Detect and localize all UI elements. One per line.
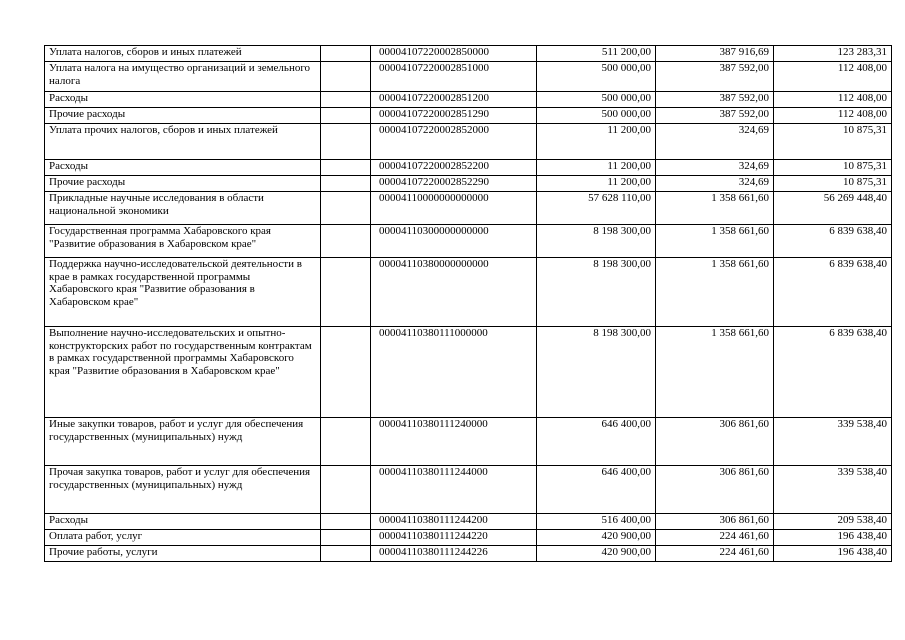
row-exec: 306 861,60 <box>656 466 774 514</box>
row-name: Прочие работы, услуги <box>45 546 321 562</box>
row-rest: 196 438,40 <box>774 546 892 562</box>
table-body <box>45 46 892 562</box>
row-rest: 112 408,00 <box>774 92 892 108</box>
table-row <box>45 327 892 418</box>
row-rest: 10 875,31 <box>774 124 892 160</box>
row-plan: 420 900,00 <box>537 530 656 546</box>
empty-cell <box>321 124 371 160</box>
row-exec: 306 861,60 <box>656 418 774 466</box>
row-code: 00004110380111244220 <box>371 530 537 546</box>
row-plan: 11 200,00 <box>537 124 656 160</box>
row-plan: 500 000,00 <box>537 108 656 124</box>
empty-cell <box>321 530 371 546</box>
row-name: Поддержка научно-исследовательской деятельности в крае в рамках государственной программы Хабаровского края "Развитие образования в Хабаровском крае" <box>45 258 321 327</box>
row-rest: 112 408,00 <box>774 108 892 124</box>
row-code: 00004110380111240000 <box>371 418 537 466</box>
row-plan: 8 198 300,00 <box>537 327 656 418</box>
row-code: 00004110380111244200 <box>371 514 537 530</box>
row-exec: 324,69 <box>656 160 774 176</box>
row-name: Уплата налога на имущество организаций и земельного налога <box>45 62 321 92</box>
row-name: Расходы <box>45 92 321 108</box>
row-plan: 57 628 110,00 <box>537 192 656 225</box>
row-code: 00004110300000000000 <box>371 225 537 258</box>
budget-execution-table <box>44 45 892 562</box>
table-row <box>45 546 892 562</box>
row-exec: 387 916,69 <box>656 46 774 62</box>
row-name: Прочая закупка товаров, работ и услуг для обеспечения государственных (муниципальных) нужд <box>45 466 321 514</box>
row-rest: 339 538,40 <box>774 466 892 514</box>
table-row <box>45 160 892 176</box>
row-exec: 1 358 661,60 <box>656 225 774 258</box>
row-plan: 8 198 300,00 <box>537 258 656 327</box>
row-code: 00004110380111000000 <box>371 327 537 418</box>
row-name: Прочие расходы <box>45 108 321 124</box>
table-row <box>45 62 892 92</box>
row-name: Расходы <box>45 160 321 176</box>
row-code: 00004107220002851200 <box>371 92 537 108</box>
row-exec: 224 461,60 <box>656 546 774 562</box>
empty-cell <box>321 327 371 418</box>
row-exec: 387 592,00 <box>656 108 774 124</box>
row-plan: 646 400,00 <box>537 418 656 466</box>
row-rest: 209 538,40 <box>774 514 892 530</box>
row-name: Уплата прочих налогов, сборов и иных платежей <box>45 124 321 160</box>
row-plan: 11 200,00 <box>537 160 656 176</box>
row-plan: 516 400,00 <box>537 514 656 530</box>
empty-cell <box>321 258 371 327</box>
row-rest: 6 839 638,40 <box>774 327 892 418</box>
row-rest: 6 839 638,40 <box>774 258 892 327</box>
row-name: Расходы <box>45 514 321 530</box>
empty-cell <box>321 176 371 192</box>
row-exec: 306 861,60 <box>656 514 774 530</box>
row-code: 00004107220002851000 <box>371 62 537 92</box>
row-plan: 646 400,00 <box>537 466 656 514</box>
row-exec: 1 358 661,60 <box>656 192 774 225</box>
row-rest: 56 269 448,40 <box>774 192 892 225</box>
table-row <box>45 258 892 327</box>
row-rest: 10 875,31 <box>774 176 892 192</box>
row-name: Прикладные научные исследования в области национальной экономики <box>45 192 321 225</box>
table-row <box>45 176 892 192</box>
row-rest: 196 438,40 <box>774 530 892 546</box>
row-code: 00004110380111244226 <box>371 546 537 562</box>
row-code: 00004107220002850000 <box>371 46 537 62</box>
row-name: Уплата налогов, сборов и иных платежей <box>45 46 321 62</box>
row-plan: 8 198 300,00 <box>537 225 656 258</box>
empty-cell <box>321 92 371 108</box>
row-plan: 11 200,00 <box>537 176 656 192</box>
row-rest: 10 875,31 <box>774 160 892 176</box>
row-code: 00004110000000000000 <box>371 192 537 225</box>
table-row <box>45 514 892 530</box>
row-exec: 324,69 <box>656 124 774 160</box>
table-row <box>45 192 892 225</box>
table-row <box>45 225 892 258</box>
empty-cell <box>321 514 371 530</box>
empty-cell <box>321 192 371 225</box>
row-code: 00004107220002851290 <box>371 108 537 124</box>
row-exec: 324,69 <box>656 176 774 192</box>
row-exec: 387 592,00 <box>656 92 774 108</box>
row-code: 00004110380000000000 <box>371 258 537 327</box>
row-plan: 500 000,00 <box>537 62 656 92</box>
row-rest: 6 839 638,40 <box>774 225 892 258</box>
empty-cell <box>321 546 371 562</box>
row-plan: 511 200,00 <box>537 46 656 62</box>
row-rest: 123 283,31 <box>774 46 892 62</box>
row-name: Оплата работ, услуг <box>45 530 321 546</box>
row-name: Прочие расходы <box>45 176 321 192</box>
row-rest: 339 538,40 <box>774 418 892 466</box>
row-name: Выполнение научно-исследовательских и опытно-конструкторских работ по государственным контрактам в рамках государственной программы Хабаровского края "Развитие образования в Хабаровском крае" <box>45 327 321 418</box>
empty-cell <box>321 466 371 514</box>
table-row <box>45 108 892 124</box>
row-exec: 224 461,60 <box>656 530 774 546</box>
row-exec: 387 592,00 <box>656 62 774 92</box>
row-code: 00004107220002852200 <box>371 160 537 176</box>
row-plan: 420 900,00 <box>537 546 656 562</box>
empty-cell <box>321 108 371 124</box>
empty-cell <box>321 225 371 258</box>
table-row <box>45 46 892 62</box>
row-exec: 1 358 661,60 <box>656 327 774 418</box>
row-code: 00004107220002852290 <box>371 176 537 192</box>
row-code: 00004110380111244000 <box>371 466 537 514</box>
empty-cell <box>321 46 371 62</box>
empty-cell <box>321 418 371 466</box>
table-row <box>45 92 892 108</box>
table-row <box>45 466 892 514</box>
row-plan: 500 000,00 <box>537 92 656 108</box>
empty-cell <box>321 62 371 92</box>
row-exec: 1 358 661,60 <box>656 258 774 327</box>
table-row <box>45 124 892 160</box>
row-rest: 112 408,00 <box>774 62 892 92</box>
table-row <box>45 418 892 466</box>
report-sheet <box>44 45 892 562</box>
row-name: Государственная программа Хабаровского края "Развитие образования в Хабаровском крае" <box>45 225 321 258</box>
row-name: Иные закупки товаров, работ и услуг для обеспечения государственных (муниципальных) нужд <box>45 418 321 466</box>
table-row <box>45 530 892 546</box>
row-code: 00004107220002852000 <box>371 124 537 160</box>
empty-cell <box>321 160 371 176</box>
